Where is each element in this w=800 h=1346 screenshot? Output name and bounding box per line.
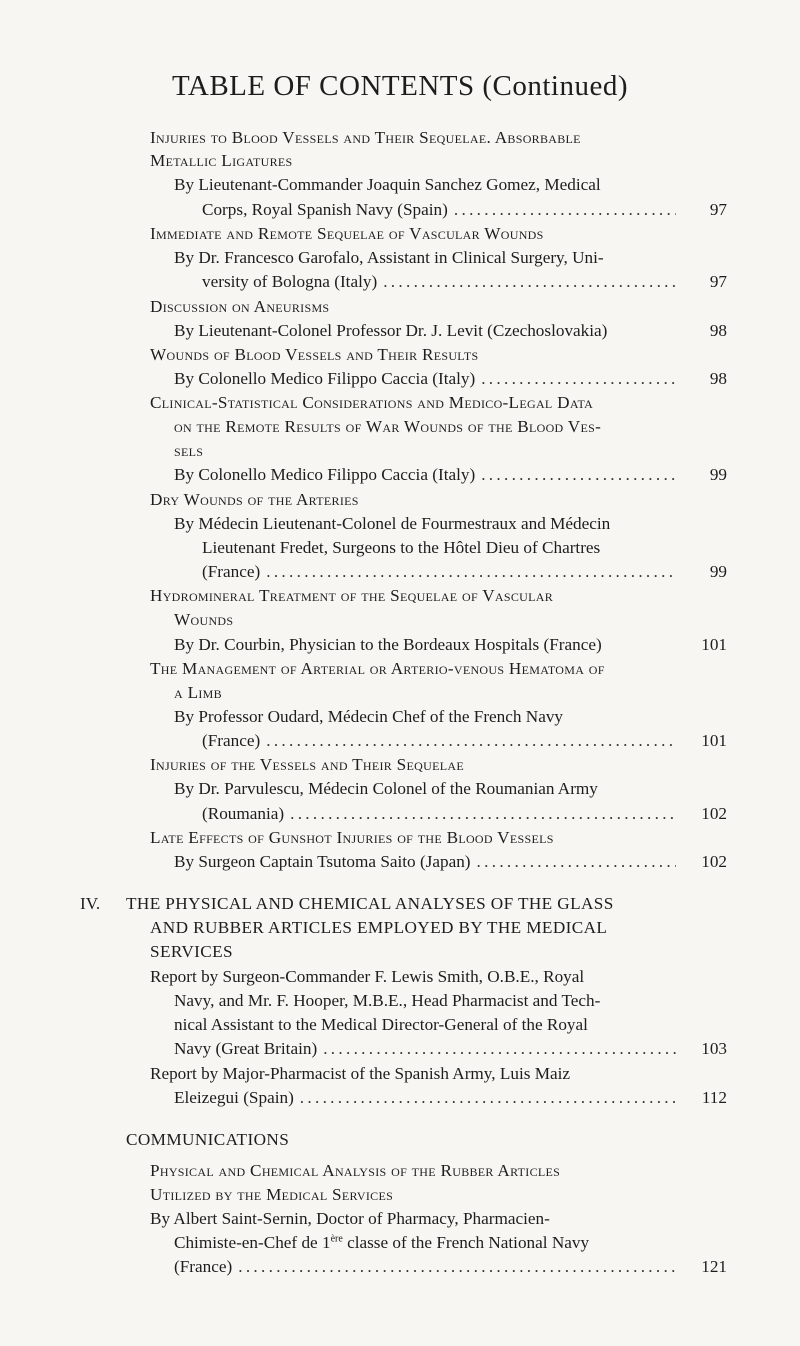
page-number: 97 xyxy=(709,200,727,219)
dot-leader xyxy=(454,199,676,221)
entry-author: By Dr. Courbin, Physician to the Bordeaux Hospitals (France) xyxy=(174,635,602,654)
entry-title: The Management of Arterial or Arterio-venous Hematoma of xyxy=(150,659,605,678)
entry-author-leader xyxy=(202,199,682,221)
page-number: 98 xyxy=(709,369,727,388)
entry-author: Report by Major-Pharmacist of the Spanish Army, Luis Maiz xyxy=(150,1064,571,1083)
entry-author: By Dr. Parvulescu, Médecin Colonel of the Roumanian Army xyxy=(174,779,598,798)
dot-leader xyxy=(323,1038,676,1060)
dot-leader xyxy=(266,730,676,752)
entry-author: By Surgeon Captain Tsutoma Saito (Japan) xyxy=(174,852,471,871)
entry-author: (France) xyxy=(202,562,261,581)
entry-author: By Colonello Medico Filippo Caccia (Italy) xyxy=(174,369,476,388)
entry-author-part: classe of the French National Navy xyxy=(342,1233,590,1252)
entry-title: Hydromineral Treatment of the Sequelae of Vascular xyxy=(150,586,554,605)
entry-title: Utilized by the Medical Services xyxy=(150,1185,394,1204)
dot-leader xyxy=(481,464,676,486)
entry-author: Navy (Great Britain) xyxy=(174,1039,318,1058)
entry-author-leader xyxy=(202,803,682,825)
entry-author: By Professor Oudard, Médecin Chef of the French Navy xyxy=(174,707,564,726)
entry-author: Navy, and Mr. F. Hooper, M.B.E., Head Pharmacist and Tech- xyxy=(174,991,601,1010)
entry-author-leader xyxy=(174,1087,682,1109)
entry-author-part: Chimiste-en-Chef de 1 xyxy=(174,1233,331,1252)
page-number: 102 xyxy=(701,804,727,823)
entry-title: Dry Wounds of the Arteries xyxy=(150,490,359,509)
page-number: 99 xyxy=(709,465,727,484)
entry-author: (France) xyxy=(202,731,261,750)
entry-author: versity of Bologna (Italy) xyxy=(202,272,378,291)
entry-author: By Colonello Medico Filippo Caccia (Italy) xyxy=(174,465,476,484)
entry-title: Discussion on Aneurisms xyxy=(150,297,330,316)
section-numeral: IV. xyxy=(80,894,101,913)
page-number: 102 xyxy=(701,852,727,871)
page-number: 98 xyxy=(709,321,727,340)
entry-author-leader xyxy=(174,1038,682,1060)
entry-title: Metallic Ligatures xyxy=(150,151,293,170)
dot-leader xyxy=(238,1256,676,1278)
entry-author-leader xyxy=(202,730,682,752)
entry-author-leader xyxy=(202,561,682,583)
entry-title: Physical and Chemical Analysis of the Rubber Articles xyxy=(150,1161,561,1180)
page-title: TABLE OF CONTENTS (Continued) xyxy=(171,70,628,102)
entry-author-leader xyxy=(174,464,682,486)
page-number: 99 xyxy=(709,562,727,581)
dot-leader xyxy=(383,271,676,293)
entry-title: Injuries of the Vessels and Their Sequelae xyxy=(150,755,464,774)
entry-author: (France) xyxy=(174,1257,233,1276)
page-number: 103 xyxy=(701,1039,727,1058)
entry-author: By Lieutenant-Colonel Professor Dr. J. Levit (Czechoslovakia) xyxy=(174,321,608,340)
section-heading: THE PHYSICAL AND CHEMICAL ANALYSES OF THE GLASS xyxy=(126,894,614,913)
entry-title: a Limb xyxy=(174,683,222,702)
entry-author: By Lieutenant-Commander Joaquin Sanchez Gomez, Medical xyxy=(174,175,601,194)
entry-author-leader xyxy=(174,1256,682,1278)
entry-author: By Dr. Francesco Garofalo, Assistant in Clinical Surgery, Uni- xyxy=(174,248,604,267)
dot-leader xyxy=(481,368,676,390)
entry-author: Eleizegui (Spain) xyxy=(174,1088,294,1107)
section-heading: AND RUBBER ARTICLES EMPLOYED BY THE MEDICAL xyxy=(150,918,608,937)
entry-author: By Albert Saint-Sernin, Doctor of Pharmacy, Pharmacien- xyxy=(150,1209,550,1228)
entry-title: Late Effects of Gunshot Injuries of the Blood Vessels xyxy=(150,828,554,847)
entry-author: (Roumania) xyxy=(202,804,285,823)
entry-title: Clinical-Statistical Considerations and Medico-Legal Data xyxy=(150,393,594,412)
entry-author: Lieutenant Fredet, Surgeons to the Hôtel Dieu of Chartres xyxy=(202,538,601,557)
entry-title: sels xyxy=(174,441,204,460)
entry-author-leader xyxy=(202,271,682,293)
entry-author-leader xyxy=(174,851,682,873)
page-number: 101 xyxy=(701,731,727,750)
dot-leader xyxy=(300,1087,676,1109)
dot-leader xyxy=(477,851,676,873)
entry-author: By Médecin Lieutenant-Colonel de Fourmestraux and Médecin xyxy=(174,514,611,533)
entry-author-leader xyxy=(174,368,682,390)
page-number: 121 xyxy=(701,1257,727,1276)
entry-title: Wounds xyxy=(174,610,234,629)
dot-leader xyxy=(266,561,676,583)
page-number: 101 xyxy=(701,635,727,654)
communications-heading: COMMUNICATIONS xyxy=(126,1130,290,1149)
entry-title: Immediate and Remote Sequelae of Vascular Wounds xyxy=(150,224,544,243)
entry-author: nical Assistant to the Medical Director-General of the Royal xyxy=(174,1015,588,1034)
page-number: 112 xyxy=(701,1088,727,1107)
section-heading: SERVICES xyxy=(150,942,234,961)
entry-title: Injuries to Blood Vessels and Their Sequelae. Absorbable xyxy=(150,128,581,147)
superscript: ère xyxy=(330,1233,343,1245)
entry-author xyxy=(174,1232,589,1254)
dot-leader xyxy=(290,803,676,825)
entry-title: on the Remote Results of War Wounds of the Blood Ves- xyxy=(174,417,602,436)
entry-author: Corps, Royal Spanish Navy (Spain) xyxy=(202,200,448,219)
page-number: 97 xyxy=(709,272,727,291)
entry-author: Report by Surgeon-Commander F. Lewis Smith, O.B.E., Royal xyxy=(150,967,585,986)
entry-title: Wounds of Blood Vessels and Their Results xyxy=(150,345,479,364)
